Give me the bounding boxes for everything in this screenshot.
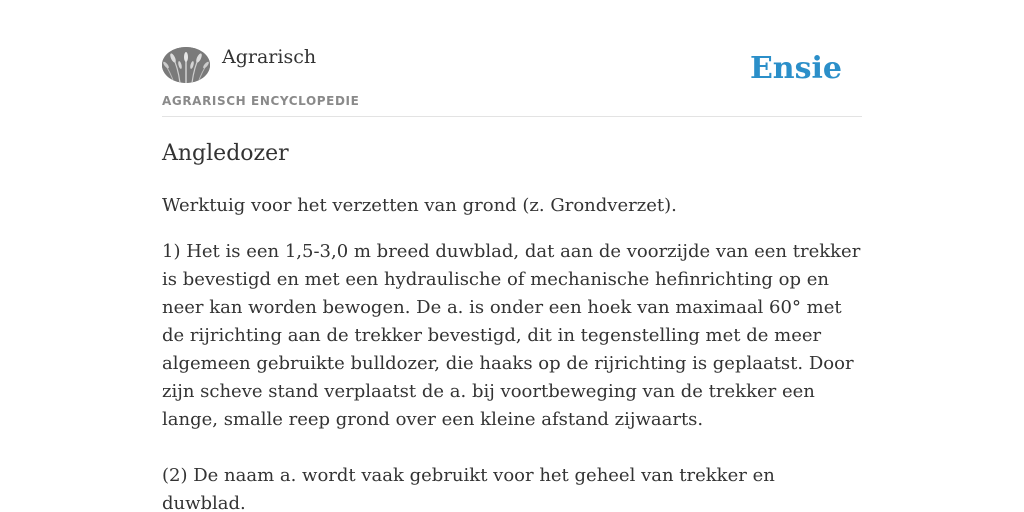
wheat-icon[interactable] xyxy=(162,47,210,83)
article-lead: Werktuig voor het verzetten van grond (z. Grondverzet). xyxy=(162,195,677,216)
article-title: Angledozer xyxy=(162,141,289,166)
article-paragraph: (2) De naam a. wordt vaak gebruikt voor het geheel van trekker en duwblad. xyxy=(162,465,775,512)
header xyxy=(162,44,862,117)
article-paragraph: 1) Het is een 1,5-3,0 m breed duwblad, dat aan de voorzijde van een trekker is bevestigd en met een hydraulische of mechanische hefinrichting op en neer kan worden bewogen. De a. is onder een hoek van maximaal 60° met de rijrichting aan de trekker bevestigd, dit in tegenstelling met de meer algemeen gebruikte bulldozer, die haaks op de rijrichting is geplaatst. Door zijn scheve stand verplaatst de a. bij voortbeweging van de trekker een lange, smalle reep grond over een kleine afstand zijwaarts. xyxy=(162,241,861,430)
brand-logo-link[interactable]: Ensie xyxy=(749,51,842,86)
category-name[interactable]: Agrarisch xyxy=(222,46,317,68)
article xyxy=(162,138,862,512)
category-subtitle: AGRARISCH ENCYCLOPEDIE xyxy=(162,94,360,108)
